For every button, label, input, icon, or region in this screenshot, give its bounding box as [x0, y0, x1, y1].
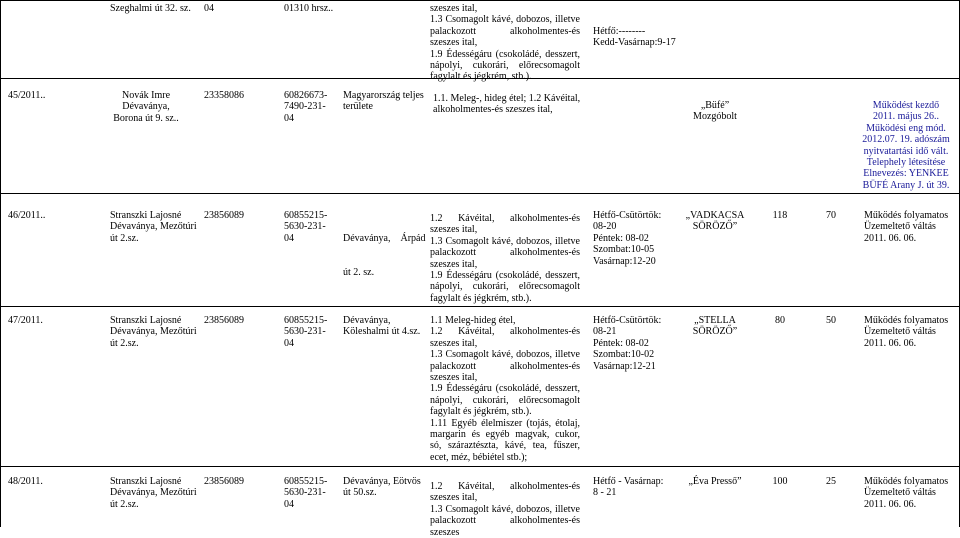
table-rule	[0, 466, 960, 467]
status-line: Üzemeltető váltás	[864, 221, 936, 233]
address-line: Dévaványa, Eötvös	[343, 476, 421, 487]
hours-line: Hétfő - Vasárnap:	[593, 476, 664, 487]
product-line: 1.9 Édességáru (csokoládé, desszert, nápolyi, cukorári, előrecsomagolt fagylalt és jégkrém, stb.).	[430, 383, 580, 418]
hours-line: 08-20	[593, 221, 617, 233]
status-line: nyitvatartási idő vált.	[863, 145, 949, 157]
owner-cell	[110, 210, 198, 244]
products-cell	[433, 93, 583, 116]
record-number: 47/2011.	[8, 315, 43, 326]
owner-line: út 2.sz.	[110, 498, 139, 510]
table-rule-left	[0, 0, 1, 527]
status-line: 2012.07. 19. adószám	[862, 134, 950, 146]
table-rule	[0, 306, 960, 307]
area-value: 100	[772, 476, 788, 487]
address-line: Dévaványa,	[343, 315, 391, 326]
tax-number: 23856089	[204, 210, 244, 221]
status-cell	[864, 476, 960, 510]
status-line: Működés folyamatos	[864, 210, 949, 221]
address-line: út 2. sz.	[343, 267, 375, 279]
status-line: Telephely létesítése	[866, 157, 946, 169]
owner-line: Stranszki Lajosné	[110, 210, 182, 221]
product-line: 1.9 Édességáru (csokoládé, desszert, nápolyi, cukorári, előrecsomagolt fagylalt és jégkrém, stb.).	[430, 270, 580, 304]
record-number: 48/2011.	[8, 476, 43, 487]
product-line: szeszes ital,	[430, 3, 478, 14]
unit-name-cell	[660, 100, 770, 123]
product-line: 1.2 Kávéital, alkoholmentes-és szeszes ital,	[430, 481, 580, 504]
unit-name-line: „VADKACSA	[685, 210, 745, 221]
owner-line: Dévaványa, Mezőtúri	[110, 221, 197, 233]
address-cell	[343, 315, 428, 338]
registration-number: 60855215-5630-231-04	[284, 476, 328, 510]
tax-number: 23856089	[204, 315, 244, 326]
address-cell	[343, 90, 428, 113]
hours-line: Hétfő:--------	[593, 26, 646, 37]
owner-cell	[110, 315, 198, 349]
owner-line: Szeghalmi út 32. sz.	[110, 3, 191, 14]
status-cell	[864, 210, 960, 244]
hours-line: Péntek: 08-02	[593, 232, 649, 244]
status-line: Működés folyamatos	[864, 476, 949, 487]
address-cell	[343, 476, 428, 499]
owner-line: Stranszki Lajosné	[110, 315, 182, 326]
status-line: 2011. 06. 06.	[864, 232, 917, 244]
hours-line: Vasárnap:12-21	[593, 360, 656, 372]
products-cell	[430, 481, 580, 538]
unit-name-line: Mozgóbolt	[693, 111, 737, 123]
address-line: út 50.sz.	[343, 487, 377, 499]
table-rule-top	[0, 0, 960, 1]
unit-name-cell	[670, 315, 760, 338]
owner-cell	[104, 90, 188, 124]
hours-line: 08-21	[593, 326, 617, 338]
status-cell	[852, 100, 960, 191]
record-number: 45/2011..	[8, 90, 46, 101]
owner-line: Novák Imre	[121, 90, 171, 101]
tax-number: 23358086	[204, 90, 244, 101]
owner-cell	[110, 3, 198, 14]
hours-line: Vasárnap:12-20	[593, 255, 656, 267]
registration-number: 60855215-5630-231-04	[284, 210, 328, 244]
hours-line: Kedd-Vasárnap:9-17	[593, 37, 676, 49]
hours-line: Szombat:10-05	[593, 244, 655, 256]
status-line: Üzemeltető váltás	[864, 326, 936, 338]
product-line: 1.3 Csomagolt kávé, dobozos, illetve palackozott alkoholmentes-és szeszes ital,	[430, 349, 580, 384]
hours-line: 8 - 21	[593, 487, 617, 499]
product-line: 1.1 Meleg-hideg étel,	[430, 315, 516, 326]
owner-line: út 2.sz.	[110, 232, 139, 244]
area-value: 80	[775, 315, 785, 326]
hours-line: Szombat:10-02	[593, 349, 655, 361]
registration-number: 60855215-5630-231-04	[284, 315, 328, 349]
address-line: Köleshalmi út 4.sz.	[343, 326, 421, 338]
hours-line: Hétfő-Csütörtök:	[593, 210, 662, 221]
status-line: 2011. 06. 06.	[864, 498, 917, 510]
owner-line: Dévaványa,	[122, 101, 170, 113]
status-line: BÜFÉ Arany J. út 39.	[862, 179, 950, 191]
owner-cell	[110, 476, 198, 510]
unit-name-cell	[670, 210, 760, 233]
unit-name-line: SÖRÖZŐ”	[692, 221, 738, 233]
record-number: 46/2011..	[8, 210, 46, 221]
status-cell	[864, 315, 960, 349]
product-line: 1.11 Egyéb élelmiszer (tojás, étolaj, margarin és egyéb magvak, cukor, só, száraztészta, kávé, tea, fűszer, ecet, méz, bébiétel stb.);	[430, 417, 580, 463]
product-line: 1.3 Csomagolt kávé, dobozos, illetve palackozott alkoholmentes-és szeszes ital,	[430, 14, 580, 49]
products-cell	[430, 213, 580, 304]
status-line: Elnevezés: YENKEE	[863, 168, 949, 180]
status-line: Üzemeltető váltás	[864, 487, 936, 499]
unit-name-line: SÖRÖZŐ”	[692, 326, 738, 338]
owner-line: Dévaványa, Mezőtúri	[110, 487, 197, 499]
seats-value: 70	[826, 210, 836, 221]
products-cell	[430, 3, 580, 83]
owner-line: Borona út 9. sz..	[113, 112, 179, 124]
unit-name-line: „STELLA	[694, 315, 736, 326]
product-line: 1.2 Kávéital, alkoholmentes-és szeszes ital,	[430, 326, 580, 349]
product-line: 1.3 Csomagolt kávé, dobozos, illetve palackozott alkoholmentes-és szeszes	[430, 503, 580, 538]
tax-number: 23856089	[204, 476, 244, 487]
product-line: 1.2 Kávéital, alkoholmentes-és szeszes ital,	[430, 213, 580, 236]
owner-line: Dévaványa, Mezőtúri	[110, 326, 197, 338]
unit-name-line: „Büfé”	[700, 100, 730, 111]
status-line: 2011. május 26..	[872, 111, 939, 123]
address-line: Dévaványa, Árpád	[343, 232, 426, 244]
hours-line: Péntek: 08-02	[593, 337, 649, 349]
status-line: 2011. 06. 06.	[864, 337, 917, 349]
opening-hours-cell	[593, 26, 683, 49]
product-line: 1.9 Édességáru (csokoládé, desszert, nápolyi, cukorári, előrecsomagolt fagylalt és jégkrém, stb.).	[430, 48, 580, 83]
registration-number: 60826673-7490-231-04	[284, 90, 328, 124]
status-line: Működést kezdő	[872, 100, 940, 111]
seats-value: 50	[826, 315, 836, 326]
registration-number: 01310 hrsz..	[284, 3, 334, 14]
table-rule	[0, 193, 960, 194]
products-cell	[430, 315, 580, 463]
product-line: 1.1. Meleg-, hideg étel; 1.2 Kávéital, alkoholmentes-és szeszes ital,	[433, 93, 581, 116]
owner-line: Stranszki Lajosné	[110, 476, 182, 487]
address-cell	[343, 210, 426, 301]
seats-value: 25	[826, 476, 836, 487]
unit-name-cell	[670, 476, 760, 487]
status-line: Működés folyamatos	[864, 315, 949, 326]
status-line: Működési eng mód.	[866, 122, 946, 134]
product-line: 1.3 Csomagolt kávé, dobozos, illetve palackozott alkoholmentes-és szeszes ital,	[430, 235, 580, 270]
area-value: 118	[772, 210, 788, 221]
hours-line: Hétfő-Csütörtök:	[593, 315, 662, 326]
address-line: területe	[343, 101, 373, 113]
unit-name-line: „Éva Presső”	[688, 476, 742, 487]
tax-number: 04	[204, 3, 214, 14]
address-line: Magyarország teljes	[343, 90, 424, 101]
owner-line: út 2.sz.	[110, 337, 139, 349]
